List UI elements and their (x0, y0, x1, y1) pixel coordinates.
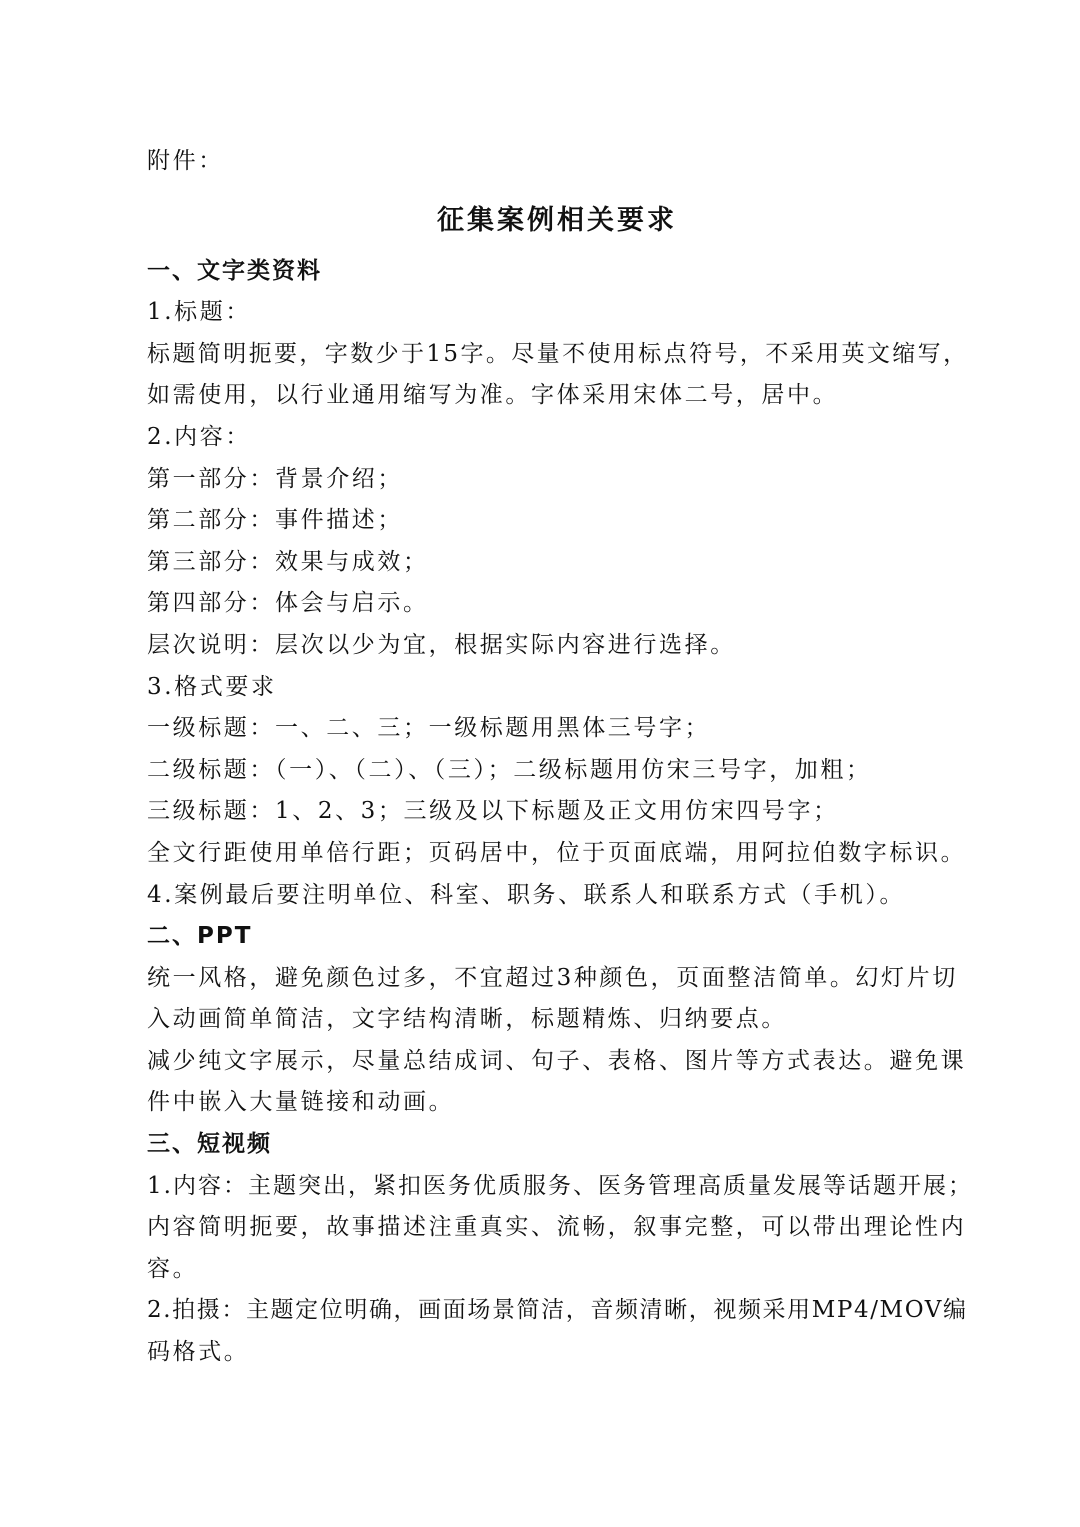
paragraph-line: 减少纯文字展示，尽量总结成词、句子、表格、图片等方式表达。避免课 (147, 1047, 967, 1074)
paragraph-line: 件中嵌入大量链接和动画。 (147, 1089, 455, 1116)
subheading-format: 3.格式要求 (147, 673, 277, 700)
paragraph-line: 内容简明扼要，故事描述注重真实、流畅，叙事完整，可以带出理论性内 (147, 1214, 967, 1241)
list-item: 第一部分：背景介绍； (147, 465, 403, 492)
paragraph-line: 容。 (147, 1255, 199, 1282)
section-heading-ppt: 二、PPT (147, 923, 253, 950)
paragraph-line: 1.内容：主题突出，紧扣医务优质服务、医务管理高质量发展等话题开展； (147, 1172, 973, 1199)
paragraph-line: 统一风格，避免颜色过多，不宜超过3种颜色，页面整洁简单。幻灯片切 (147, 964, 958, 991)
subheading-title: 1.标题： (147, 299, 251, 326)
paragraph-line: 4.案例最后要注明单位、科室、职务、联系人和联系方式（手机）。 (147, 881, 906, 908)
paragraph-line: 2.拍摄：主题定位明确，画面场景简洁，音频清晰，视频采用MP4/MOV编 (147, 1297, 968, 1324)
list-item: 第四部分：体会与启示。 (147, 590, 429, 617)
section-heading-video: 三、短视频 (147, 1131, 272, 1158)
paragraph-line: 标题简明扼要，字数少于15字。尽量不使用标点符号，不采用英文缩写， (147, 340, 969, 367)
paragraph-line: 入动画简单简洁，文字结构清晰，标题精炼、归纳要点。 (147, 1006, 787, 1033)
paragraph-line: 如需使用，以行业通用缩写为准。字体采用宋体二号，居中。 (147, 382, 839, 409)
paragraph-line: 码格式。 (147, 1339, 250, 1366)
list-item: 全文行距使用单倍行距；页码居中，位于页面底端，用阿拉伯数字标识。 (147, 839, 967, 866)
paragraph-line: 层次说明：层次以少为宜，根据实际内容进行选择。 (147, 631, 736, 658)
list-item: 一级标题：一、二、三；一级标题用黑体三号字； (147, 715, 711, 742)
document-body (147, 141, 973, 1374)
list-item: 第二部分：事件描述； (147, 507, 403, 534)
list-item: 二级标题：（一）、（二）、（三）；二级标题用仿宋三号字，加粗； (147, 756, 872, 783)
list-item: 三级标题：1、2、3；三级及以下标题及正文用仿宋四号字； (147, 798, 839, 825)
document-title: 征集案例相关要求 (437, 204, 677, 236)
subheading-content: 2.内容： (147, 423, 251, 450)
attachment-label: 附件： (147, 148, 224, 174)
list-item: 第三部分：效果与成效； (147, 548, 429, 575)
section-heading-text: 一、文字类资料 (147, 257, 322, 284)
